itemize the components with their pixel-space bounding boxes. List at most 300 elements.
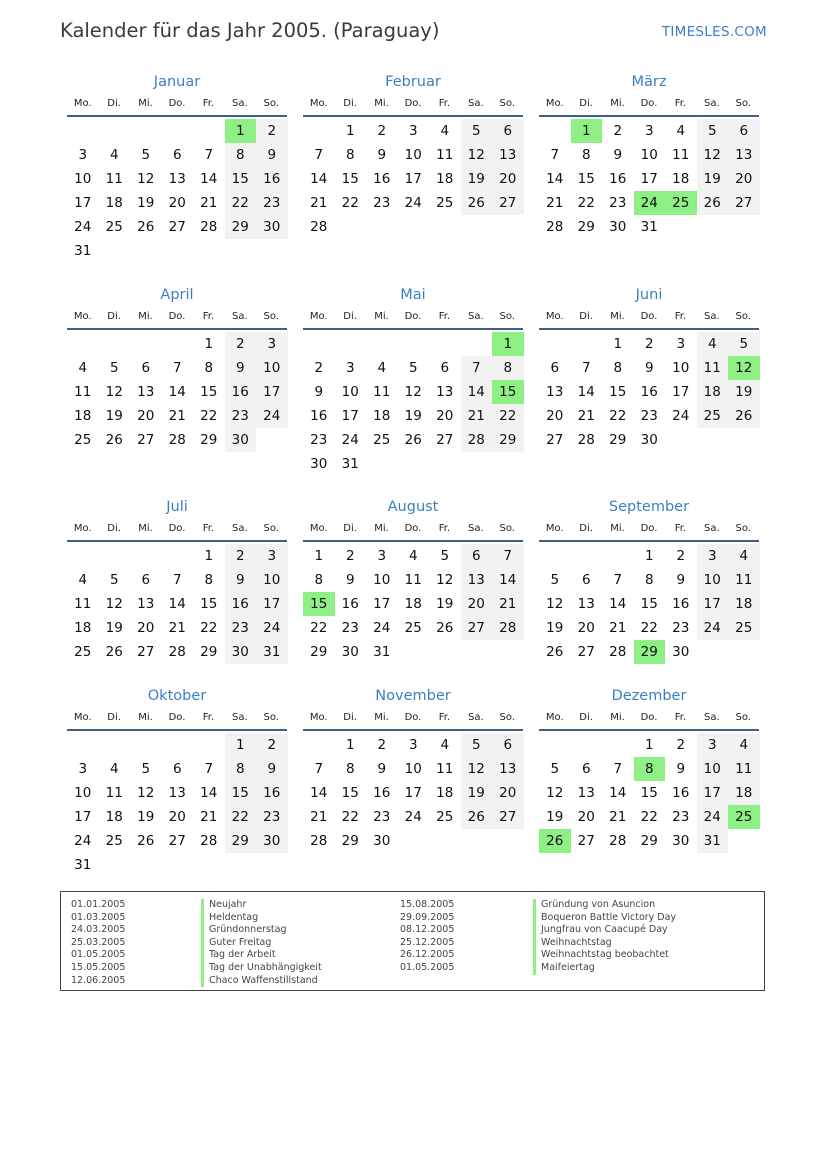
- weekday-label: Fr.: [674, 98, 687, 109]
- empty-cell: [335, 332, 367, 356]
- holiday-date: 25.03.2005: [71, 936, 126, 948]
- day-cell: 15: [225, 167, 257, 191]
- day-cell: 10: [373, 572, 391, 588]
- empty-cell: [99, 733, 131, 757]
- day-cell: 18: [728, 781, 760, 805]
- day-cell: 20: [137, 408, 155, 424]
- day-cell: 29: [225, 829, 257, 853]
- day-cell: 28: [168, 432, 186, 448]
- holiday-date: 01.05.2005: [71, 949, 126, 961]
- day-cell: 4: [676, 123, 686, 139]
- day-cell: 18: [105, 809, 123, 825]
- day-cell: 6: [172, 761, 182, 777]
- day-cell: 4: [440, 737, 450, 753]
- month-name: März: [631, 74, 667, 90]
- weekday-label: Do.: [404, 712, 422, 723]
- day-cell: 27: [577, 644, 595, 660]
- weekday-label: Do.: [404, 523, 422, 534]
- month-name: August: [387, 499, 439, 515]
- day-cell: 28: [200, 219, 218, 235]
- day-cell: 27: [492, 191, 524, 215]
- weekday-label: Di.: [579, 523, 593, 534]
- day-cell: 24: [373, 620, 391, 636]
- day-cell: 3: [78, 761, 88, 777]
- month-5: [303, 284, 523, 476]
- day-cell: 1: [345, 123, 355, 139]
- day-cell: 9: [256, 143, 288, 167]
- holiday-date: 12.06.2005: [71, 974, 126, 986]
- day-cell: 27: [546, 432, 564, 448]
- weekday-label: Di.: [107, 311, 121, 322]
- weekday-label: Do.: [640, 98, 658, 109]
- day-cell: 6: [581, 761, 591, 777]
- day-cell: 20: [577, 620, 595, 636]
- month-name: Februar: [385, 74, 441, 90]
- weekday-label: Fr.: [438, 311, 451, 322]
- day-cell: 21: [609, 809, 627, 825]
- weekday-label: Do.: [168, 98, 186, 109]
- day-cell: 16: [609, 171, 627, 187]
- day-cell: 20: [492, 781, 524, 805]
- day-cell: 25: [373, 432, 391, 448]
- day-cell: 28: [200, 833, 218, 849]
- month-name: April: [160, 287, 194, 303]
- day-cell: 22: [577, 195, 595, 211]
- holiday-name: Gründung von Asuncion: [533, 899, 676, 912]
- day-cell: 29: [310, 644, 328, 660]
- day-cell: 13: [577, 596, 595, 612]
- day-cell: 10: [74, 171, 92, 187]
- month-11: [303, 685, 523, 853]
- day-cell: 30: [341, 644, 359, 660]
- day-cell: 29: [225, 215, 257, 239]
- weekday-label: Mo.: [73, 98, 92, 109]
- day-cell: 26: [105, 644, 123, 660]
- day-cell: 1: [644, 737, 654, 753]
- month-6: [539, 284, 759, 452]
- weekday-label: Fr.: [674, 712, 687, 723]
- day-cell: 1: [345, 737, 355, 753]
- day-cell: 3: [256, 332, 288, 356]
- day-cell: 5: [461, 119, 493, 143]
- weekday-label: Sa.: [703, 98, 720, 109]
- day-cell: 27: [492, 805, 524, 829]
- weekday-label: Sa.: [703, 311, 720, 322]
- day-cell: 7: [613, 572, 623, 588]
- day-cell: 31: [373, 644, 391, 660]
- day-cell: 2: [377, 737, 387, 753]
- day-cell: 20: [577, 809, 595, 825]
- day-cell: 4: [728, 733, 760, 757]
- empty-cell: [130, 332, 162, 356]
- holiday-name: Jungfrau von Caacupé Day: [533, 924, 676, 937]
- weekday-label: Mo.: [73, 712, 92, 723]
- day-cell: 24: [404, 809, 422, 825]
- day-cell: 9: [225, 356, 257, 380]
- empty-cell: [99, 544, 131, 568]
- holiday-date: 15.05.2005: [71, 961, 126, 973]
- day-cell: 9: [676, 572, 686, 588]
- month-name: Oktober: [147, 688, 207, 704]
- weekday-label: Mo.: [309, 98, 328, 109]
- month-name: November: [375, 688, 451, 704]
- day-cell: 24: [74, 833, 92, 849]
- day-cell: 20: [546, 408, 564, 424]
- empty-cell: [99, 332, 131, 356]
- day-cell: 10: [697, 757, 729, 781]
- day-cell: 25: [74, 432, 92, 448]
- day-cell: 16: [672, 596, 690, 612]
- day-cell: 3: [697, 733, 729, 757]
- day-cell: 4: [440, 123, 450, 139]
- empty-cell: [539, 544, 571, 568]
- day-cell: 21: [609, 620, 627, 636]
- day-cell: 4: [697, 332, 729, 356]
- day-cell: 15: [640, 596, 658, 612]
- weekday-label: Di.: [579, 712, 593, 723]
- weekday-label: So.: [735, 311, 751, 322]
- day-cell: 16: [310, 408, 328, 424]
- empty-cell: [571, 544, 603, 568]
- day-cell: 29: [341, 833, 359, 849]
- day-cell: 6: [172, 147, 182, 163]
- day-cell: 7: [581, 360, 591, 376]
- day-cell: 7: [172, 360, 182, 376]
- day-cell: 7: [461, 356, 493, 380]
- day-cell: 11: [672, 147, 690, 163]
- day-cell: 17: [697, 592, 729, 616]
- day-cell: 8: [204, 572, 214, 588]
- day-cell: 19: [461, 781, 493, 805]
- day-cell: 25: [697, 404, 729, 428]
- day-cell: 30: [640, 432, 658, 448]
- day-cell: 2: [613, 123, 623, 139]
- day-cell: 23: [225, 404, 257, 428]
- weekday-label: Fr.: [202, 98, 215, 109]
- holiday-name: Gründonnerstag: [201, 924, 322, 937]
- day-cell: 2: [314, 360, 324, 376]
- weekday-label: Mi.: [610, 523, 625, 534]
- day-cell: 5: [728, 332, 760, 356]
- weekday-label: Sa.: [231, 98, 248, 109]
- empty-cell: [303, 332, 335, 356]
- day-cell: 23: [640, 408, 658, 424]
- day-cell: 2: [225, 332, 257, 356]
- weekday-label: Mo.: [545, 98, 564, 109]
- day-grid: [539, 544, 760, 664]
- day-cell: 9: [225, 568, 257, 592]
- day-cell: 15: [225, 781, 257, 805]
- day-cell: 26: [137, 219, 155, 235]
- day-cell: 22: [225, 805, 257, 829]
- day-grid: [539, 119, 760, 239]
- day-grid: [539, 332, 760, 452]
- empty-cell: [398, 332, 430, 356]
- weekday-label: Mi.: [610, 712, 625, 723]
- day-cell: 6: [141, 572, 151, 588]
- day-cell: 14: [492, 568, 524, 592]
- day-cell: 10: [341, 384, 359, 400]
- day-cell: 17: [256, 592, 288, 616]
- day-cell: 10: [256, 356, 288, 380]
- weekday-label: Fr.: [438, 712, 451, 723]
- day-cell: 14: [609, 596, 627, 612]
- day-grid: [67, 119, 288, 263]
- day-cell: 18: [728, 592, 760, 616]
- day-cell: 16: [373, 785, 391, 801]
- day-cell: 14: [310, 785, 328, 801]
- month-4: [67, 284, 287, 452]
- day-cell: 23: [373, 809, 391, 825]
- day-cell: 17: [404, 171, 422, 187]
- day-cell: 22: [492, 404, 524, 428]
- weekday-label: So.: [499, 712, 515, 723]
- day-cell: 4: [377, 360, 387, 376]
- day-cell: 28: [577, 432, 595, 448]
- day-cell: 8: [345, 147, 355, 163]
- day-cell: 5: [550, 572, 560, 588]
- day-cell: 6: [550, 360, 560, 376]
- month-12: [539, 685, 759, 853]
- weekday-label: Do.: [404, 311, 422, 322]
- weekday-header: [303, 306, 523, 330]
- day-cell: 6: [440, 360, 450, 376]
- day-cell: 13: [137, 384, 155, 400]
- day-cell: 3: [256, 544, 288, 568]
- weekday-label: Sa.: [467, 98, 484, 109]
- day-cell: 18: [105, 195, 123, 211]
- site-logo[interactable]: TIMESLES.COM: [661, 24, 767, 40]
- day-cell: 7: [204, 761, 214, 777]
- day-cell: 4: [78, 360, 88, 376]
- month-7: [67, 496, 287, 664]
- day-cell: 21: [200, 195, 218, 211]
- month-name: Januar: [153, 74, 201, 90]
- day-cell: 23: [256, 191, 288, 215]
- day-cell: 30: [373, 833, 391, 849]
- day-cell: 28: [461, 428, 493, 452]
- weekday-header: [67, 93, 287, 117]
- day-cell: 23: [672, 809, 690, 825]
- day-cell: 26: [728, 404, 760, 428]
- weekday-label: So.: [263, 98, 279, 109]
- day-cell: 12: [697, 143, 729, 167]
- day-cell: 26: [404, 432, 422, 448]
- day-cell: 30: [225, 428, 257, 452]
- day-cell: 4: [78, 572, 88, 588]
- weekday-label: Sa.: [467, 523, 484, 534]
- weekday-label: Mo.: [73, 523, 92, 534]
- day-cell: 8: [644, 572, 654, 588]
- weekday-label: Do.: [168, 523, 186, 534]
- day-cell: 13: [546, 384, 564, 400]
- empty-cell: [461, 332, 493, 356]
- day-cell: 9: [314, 384, 324, 400]
- weekday-label: Do.: [640, 523, 658, 534]
- weekday-label: Mi.: [374, 523, 389, 534]
- day-cell: 19: [728, 380, 760, 404]
- day-cell: 13: [461, 568, 493, 592]
- day-cell: 2: [377, 123, 387, 139]
- empty-cell: [571, 332, 603, 356]
- holiday-day-cell: 15: [492, 380, 524, 404]
- day-cell: 25: [728, 616, 760, 640]
- day-cell: 8: [581, 147, 591, 163]
- day-cell: 19: [137, 195, 155, 211]
- day-cell: 27: [137, 432, 155, 448]
- day-cell: 5: [408, 360, 418, 376]
- holiday-day-cell: 26: [539, 829, 571, 853]
- day-cell: 29: [492, 428, 524, 452]
- day-cell: 6: [141, 360, 151, 376]
- day-cell: 30: [256, 829, 288, 853]
- day-cell: 16: [225, 592, 257, 616]
- day-cell: 10: [74, 785, 92, 801]
- empty-cell: [130, 544, 162, 568]
- weekday-label: Sa.: [467, 712, 484, 723]
- day-cell: 11: [728, 757, 760, 781]
- day-cell: 8: [492, 356, 524, 380]
- weekday-label: Sa.: [703, 523, 720, 534]
- day-cell: 7: [492, 544, 524, 568]
- day-cell: 7: [550, 147, 560, 163]
- day-cell: 19: [105, 408, 123, 424]
- holiday-name: Boqueron Battle Victory Day: [533, 912, 676, 925]
- empty-cell: [602, 733, 634, 757]
- weekday-label: Sa.: [231, 712, 248, 723]
- day-cell: 17: [672, 384, 690, 400]
- holiday-day-cell: 1: [225, 119, 257, 143]
- day-cell: 25: [74, 644, 92, 660]
- day-cell: 22: [310, 620, 328, 636]
- holiday-name: Neujahr: [201, 899, 322, 912]
- weekday-label: Sa.: [231, 311, 248, 322]
- weekday-label: Mi.: [138, 712, 153, 723]
- day-grid: [303, 119, 524, 239]
- day-cell: 22: [200, 620, 218, 636]
- holiday-name: Tag der Unabhängigkeit: [201, 962, 322, 975]
- day-cell: 12: [404, 384, 422, 400]
- day-cell: 2: [345, 548, 355, 564]
- day-cell: 4: [109, 761, 119, 777]
- weekday-header: [303, 93, 523, 117]
- weekday-label: Do.: [168, 311, 186, 322]
- holiday-name: Weihnachtstag beobachtet: [533, 949, 676, 962]
- day-cell: 11: [105, 785, 123, 801]
- weekday-label: Fr.: [202, 523, 215, 534]
- holiday-names-right: [533, 899, 676, 975]
- day-cell: 27: [461, 616, 493, 640]
- day-cell: 14: [168, 384, 186, 400]
- day-cell: 7: [613, 761, 623, 777]
- weekday-label: Di.: [343, 311, 357, 322]
- day-cell: 8: [204, 360, 214, 376]
- empty-cell: [130, 119, 162, 143]
- weekday-label: Do.: [640, 712, 658, 723]
- weekday-label: Mo.: [73, 311, 92, 322]
- day-cell: 27: [728, 191, 760, 215]
- day-cell: 17: [373, 596, 391, 612]
- day-cell: 26: [105, 432, 123, 448]
- day-cell: 9: [256, 757, 288, 781]
- month-8: [303, 496, 523, 664]
- day-cell: 23: [609, 195, 627, 211]
- day-cell: 8: [613, 360, 623, 376]
- weekday-label: Fr.: [674, 311, 687, 322]
- weekday-label: Mi.: [138, 98, 153, 109]
- day-cell: 9: [676, 761, 686, 777]
- weekday-label: Mi.: [374, 311, 389, 322]
- page-title: Kalender für das Jahr 2005. (Paraguay): [60, 19, 440, 42]
- empty-cell: [429, 332, 461, 356]
- day-cell: 11: [436, 147, 454, 163]
- day-cell: 18: [436, 171, 454, 187]
- day-cell: 22: [640, 620, 658, 636]
- day-cell: 17: [341, 408, 359, 424]
- day-cell: 22: [225, 191, 257, 215]
- weekday-label: Mo.: [545, 311, 564, 322]
- empty-cell: [539, 332, 571, 356]
- day-cell: 11: [105, 171, 123, 187]
- day-cell: 12: [461, 757, 493, 781]
- day-cell: 24: [697, 805, 729, 829]
- day-cell: 19: [436, 596, 454, 612]
- day-cell: 19: [404, 408, 422, 424]
- day-cell: 3: [676, 336, 686, 352]
- day-cell: 14: [200, 785, 218, 801]
- day-cell: 14: [609, 785, 627, 801]
- day-cell: 26: [461, 191, 493, 215]
- day-cell: 1: [225, 733, 257, 757]
- holiday-name: Chaco Waffenstillstand: [201, 975, 322, 988]
- empty-cell: [67, 119, 99, 143]
- day-cell: 1: [204, 336, 214, 352]
- day-cell: 23: [256, 805, 288, 829]
- day-cell: 3: [408, 123, 418, 139]
- holiday-day-cell: 24: [634, 191, 666, 215]
- holiday-name: Maifeiertag: [533, 962, 676, 975]
- day-cell: 14: [310, 171, 328, 187]
- month-10: [67, 685, 287, 877]
- day-cell: 20: [728, 167, 760, 191]
- day-cell: 28: [609, 833, 627, 849]
- day-grid: [303, 733, 524, 853]
- day-cell: 23: [373, 195, 391, 211]
- day-cell: 13: [728, 143, 760, 167]
- weekday-label: Di.: [343, 523, 357, 534]
- day-cell: 16: [672, 785, 690, 801]
- empty-cell: [602, 544, 634, 568]
- day-cell: 11: [728, 568, 760, 592]
- weekday-label: Mo.: [309, 712, 328, 723]
- holiday-day-cell: 25: [665, 191, 697, 215]
- day-cell: 28: [492, 616, 524, 640]
- day-cell: 25: [404, 620, 422, 636]
- day-cell: 31: [341, 456, 359, 472]
- month-1: [67, 71, 287, 263]
- holiday-day-cell: 15: [303, 592, 335, 616]
- holiday-date: 15.08.2005: [400, 899, 455, 910]
- month-2: [303, 71, 523, 239]
- holiday-day-cell: 29: [634, 640, 666, 664]
- holiday-day-cell: 1: [571, 119, 603, 143]
- empty-cell: [67, 733, 99, 757]
- weekday-label: Mi.: [374, 98, 389, 109]
- day-cell: 23: [672, 620, 690, 636]
- day-cell: 30: [225, 640, 257, 664]
- day-cell: 10: [697, 568, 729, 592]
- day-cell: 15: [341, 171, 359, 187]
